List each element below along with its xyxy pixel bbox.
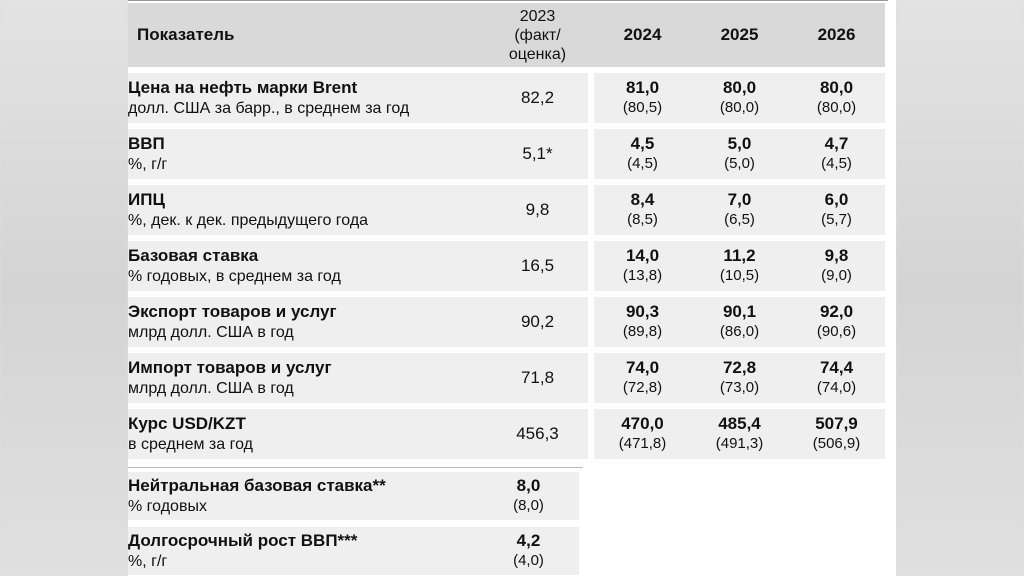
table-row	[128, 129, 885, 179]
forecast-previous: (4,5)	[627, 155, 658, 172]
forecast-current: 4,7	[824, 134, 849, 153]
forecast-previous: (5,0)	[724, 155, 755, 172]
indicator-unit: долл. США за барр., в среднем за год	[128, 100, 410, 117]
table-row	[128, 353, 885, 403]
table-row	[128, 297, 885, 347]
value-2023: 82,2	[487, 73, 588, 123]
indicator-cell	[128, 409, 487, 459]
table-row	[128, 73, 885, 123]
indicator-name: Цена на нефть марки Brent	[128, 78, 358, 97]
forecast-current: 80,0	[819, 78, 854, 97]
indicator-name: ИПЦ	[128, 190, 165, 209]
indicator-cell	[128, 241, 487, 291]
indicator-cell	[128, 129, 487, 179]
forecast-previous: (86,0)	[719, 323, 760, 340]
value-2026	[788, 353, 885, 403]
indicator-unit: % годовых	[128, 498, 207, 515]
long-term-value	[478, 527, 579, 575]
indicator-cell	[128, 353, 487, 403]
header-year-2026: 2026	[788, 3, 885, 67]
forecast-current: 8,4	[630, 190, 655, 209]
value-2026	[788, 129, 885, 179]
value-2024	[594, 185, 691, 235]
forecast-current: 470,0	[621, 414, 664, 433]
table-header-row	[128, 3, 885, 67]
value-2025	[691, 297, 788, 347]
value-2024	[594, 73, 691, 123]
estimate-current: 4,2	[516, 531, 541, 550]
forecast-current: 80,0	[722, 78, 757, 97]
estimate-previous: (4,0)	[513, 552, 544, 569]
forecast-previous: (5,7)	[821, 211, 852, 228]
value-2025	[691, 409, 788, 459]
forecast-previous: (80,0)	[719, 99, 760, 116]
forecast-previous: (13,8)	[622, 267, 663, 284]
value-2026	[788, 73, 885, 123]
estimate-current: 8,0	[516, 476, 541, 495]
value-2024	[594, 409, 691, 459]
forecast-current: 5,0	[727, 134, 752, 153]
forecast-document	[128, 0, 896, 576]
value-2024	[594, 297, 691, 347]
forecast-previous: (10,5)	[719, 267, 760, 284]
indicator-unit: % годовых, в среднем за год	[128, 268, 341, 285]
forecast-current: 74,0	[625, 358, 660, 377]
indicator-cell	[128, 185, 487, 235]
forecast-previous: (74,0)	[816, 379, 857, 396]
long-term-row	[128, 527, 579, 575]
value-2023: 9,8	[487, 185, 588, 235]
value-2023: 16,5	[487, 241, 588, 291]
value-2023: 90,2	[487, 297, 588, 347]
indicator-cell	[128, 73, 487, 123]
value-2025	[691, 353, 788, 403]
value-2024	[594, 241, 691, 291]
table-body	[128, 67, 885, 459]
table-row	[128, 241, 885, 291]
header-year-2024: 2024	[594, 3, 691, 67]
forecast-previous: (4,5)	[821, 155, 852, 172]
forecast-current: 90,3	[625, 302, 660, 321]
indicator-name: Импорт товаров и услуг	[128, 358, 332, 377]
forecast-table	[128, 3, 885, 459]
forecast-previous: (72,8)	[622, 379, 663, 396]
value-2026	[788, 185, 885, 235]
table-row	[128, 409, 885, 459]
value-2025	[691, 129, 788, 179]
indicator-name: ВВП	[128, 134, 165, 153]
forecast-current: 92,0	[819, 302, 854, 321]
value-2025	[691, 73, 788, 123]
value-2025	[691, 241, 788, 291]
indicator-cell	[128, 297, 487, 347]
forecast-previous: (491,3)	[715, 435, 764, 452]
indicator-name: Базовая ставка	[128, 246, 259, 265]
long-term-table	[128, 472, 579, 575]
forecast-current: 7,0	[727, 190, 752, 209]
indicator-name: Долгосрочный рост ВВП***	[128, 531, 358, 550]
forecast-previous: (80,0)	[816, 99, 857, 116]
indicator-unit: %, г/г	[128, 156, 168, 173]
blurred-background-left	[0, 0, 128, 576]
value-2023: 5,1*	[487, 129, 588, 179]
section-divider	[128, 467, 583, 468]
forecast-previous: (89,8)	[622, 323, 663, 340]
long-term-body	[128, 472, 579, 575]
indicator-unit: млрд долл. США в год	[128, 324, 294, 341]
value-2026	[788, 409, 885, 459]
value-2024	[594, 353, 691, 403]
value-2026	[788, 297, 885, 347]
indicator-unit: %, г/г	[128, 553, 168, 570]
long-term-row	[128, 472, 579, 520]
indicator-cell	[128, 527, 478, 575]
indicator-unit: в среднем за год	[128, 436, 253, 453]
forecast-previous: (506,9)	[812, 435, 861, 452]
indicator-unit: млрд долл. США в год	[128, 380, 294, 397]
indicator-name: Нейтральная базовая ставка**	[128, 476, 386, 495]
estimate-previous: (8,0)	[513, 497, 544, 514]
header-year-2025: 2025	[691, 3, 788, 67]
header-2023: 2023 (факт/ оценка)	[487, 3, 588, 67]
forecast-previous: (6,5)	[724, 211, 755, 228]
indicator-cell	[128, 472, 478, 520]
top-rule	[128, 0, 888, 1]
forecast-current: 14,0	[625, 246, 660, 265]
indicator-name: Курс USD/KZT	[128, 414, 246, 433]
header-indicator: Показатель	[128, 3, 487, 67]
forecast-current: 9,8	[824, 246, 849, 265]
value-2025	[691, 185, 788, 235]
forecast-current: 4,5	[630, 134, 655, 153]
forecast-previous: (80,5)	[622, 99, 663, 116]
forecast-current: 11,2	[723, 246, 756, 265]
long-term-value	[478, 472, 579, 520]
forecast-current: 507,9	[815, 414, 858, 433]
table-row	[128, 185, 885, 235]
value-2026	[788, 241, 885, 291]
value-2024	[594, 129, 691, 179]
forecast-previous: (471,8)	[618, 435, 667, 452]
forecast-current: 72,8	[722, 358, 757, 377]
forecast-previous: (9,0)	[821, 267, 852, 284]
forecast-previous: (90,6)	[816, 323, 857, 340]
forecast-current: 74,4	[819, 358, 854, 377]
blurred-background-right	[896, 0, 1024, 576]
forecast-current: 81,0	[625, 78, 660, 97]
indicator-unit: %, дек. к дек. предыдущего года	[128, 212, 369, 229]
forecast-current: 6,0	[824, 190, 849, 209]
forecast-previous: (8,5)	[627, 211, 658, 228]
forecast-current: 90,1	[722, 302, 757, 321]
value-2023: 456,3	[487, 409, 588, 459]
value-2023: 71,8	[487, 353, 588, 403]
forecast-current: 485,4	[718, 414, 761, 433]
indicator-name: Экспорт товаров и услуг	[128, 302, 337, 321]
forecast-previous: (73,0)	[719, 379, 760, 396]
